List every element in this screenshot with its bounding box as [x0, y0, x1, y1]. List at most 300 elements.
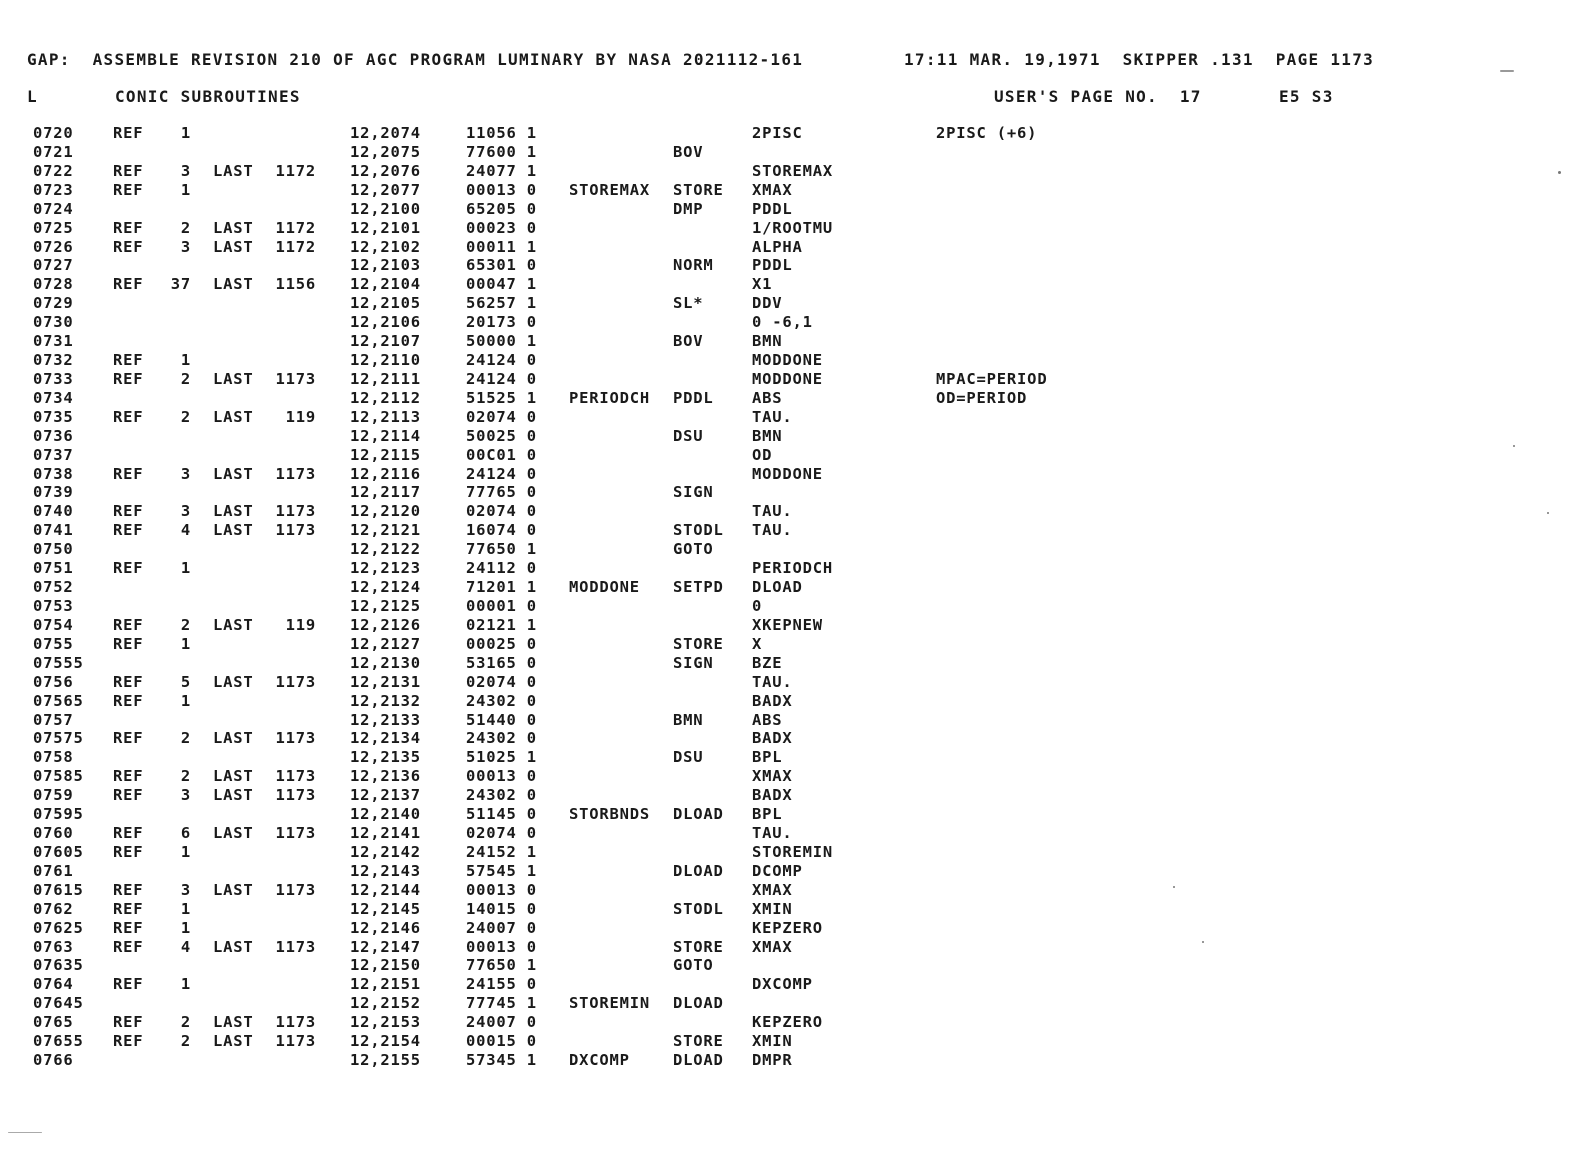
address: 12,2117 [350, 483, 421, 502]
ref-keyword: REF [113, 842, 144, 861]
operand: XMAX [752, 767, 793, 786]
sequence-number: 07625 [33, 918, 84, 937]
sequence-number: 0727 [33, 256, 74, 275]
ref-count: 3 [180, 161, 191, 180]
listing-row [0, 389, 1582, 408]
ref-count: 3 [180, 464, 191, 483]
opcode: GOTO [673, 540, 714, 559]
listing-row [0, 786, 1582, 805]
ref-keyword: REF [113, 1013, 144, 1032]
ref-count: 3 [180, 237, 191, 256]
listing-row [0, 200, 1582, 219]
operand: BADX [752, 691, 793, 710]
operand: KEPZERO [752, 1013, 823, 1032]
opcode: DSU [673, 426, 704, 445]
ref-count: 2 [180, 218, 191, 237]
octal-code: 24124 0 [466, 369, 537, 388]
sequence-number: 0740 [33, 502, 74, 521]
last-keyword: LAST [213, 502, 254, 521]
address: 12,2101 [350, 218, 421, 237]
listing-row [0, 427, 1582, 446]
ref-count: 1 [180, 975, 191, 994]
octal-code: 71201 1 [466, 578, 537, 597]
octal-code: 00023 0 [466, 218, 537, 237]
sequence-number: 0759 [33, 786, 74, 805]
listing-row [0, 483, 1582, 502]
octal-code: 00025 0 [466, 634, 537, 653]
sequence-number: 0752 [33, 578, 74, 597]
listing-row [0, 616, 1582, 635]
listing-row [0, 143, 1582, 162]
address: 12,2111 [350, 369, 421, 388]
operand: 0 -6,1 [752, 313, 813, 332]
ref-keyword: REF [113, 237, 144, 256]
ref-keyword: REF [113, 918, 144, 937]
ref-count: 2 [180, 1013, 191, 1032]
comment: MPAC=PERIOD [936, 369, 1048, 388]
address: 12,2102 [350, 237, 421, 256]
section-title: CONIC SUBROUTINES [115, 87, 301, 106]
address: 12,2106 [350, 313, 421, 332]
symbol-label: PERIODCH [569, 388, 651, 407]
ref-keyword: REF [113, 786, 144, 805]
listing-row [0, 408, 1582, 427]
tape-id: E5 S3 [1279, 87, 1334, 106]
listing-row [0, 975, 1582, 994]
last-keyword: LAST [213, 880, 254, 899]
address: 12,2142 [350, 842, 421, 861]
ref-keyword: REF [113, 672, 144, 691]
last-page: 1173 [275, 464, 316, 483]
octal-code: 24077 1 [466, 161, 537, 180]
operand: XMAX [752, 180, 793, 199]
address: 12,2133 [350, 710, 421, 729]
listing-row [0, 238, 1582, 257]
opcode: SIGN [673, 653, 714, 672]
octal-code: 11056 1 [466, 124, 537, 142]
octal-code: 24124 0 [466, 464, 537, 483]
sequence-number: 0737 [33, 445, 74, 464]
last-page: 1173 [275, 1032, 316, 1051]
operand: 0 [752, 597, 763, 615]
listing-row [0, 540, 1582, 559]
ref-keyword: REF [113, 369, 144, 388]
address: 12,2136 [350, 767, 421, 786]
sequence-number: 0732 [33, 351, 74, 370]
listing-row [0, 881, 1582, 900]
sequence-number: 0733 [33, 369, 74, 388]
address: 12,2131 [350, 672, 421, 691]
address: 12,2121 [350, 521, 421, 540]
sequence-number: 0723 [33, 180, 74, 199]
operand: DCOMP [752, 861, 803, 880]
operand: STOREMIN [752, 842, 834, 861]
address: 12,2122 [350, 540, 421, 559]
last-page: 1173 [275, 880, 316, 899]
sequence-number: 07565 [33, 691, 84, 710]
operand: BADX [752, 786, 793, 805]
last-keyword: LAST [213, 615, 254, 634]
ref-keyword: REF [113, 767, 144, 786]
sequence-number: 0720 [33, 124, 74, 142]
sequence-number: 0758 [33, 748, 74, 767]
address: 12,2146 [350, 918, 421, 937]
last-keyword: LAST [213, 464, 254, 483]
sequence-number: 07655 [33, 1032, 84, 1051]
operand: KEPZERO [752, 918, 823, 937]
address: 12,2100 [350, 199, 421, 218]
address: 12,2074 [350, 124, 421, 142]
ref-keyword: REF [113, 275, 144, 294]
address: 12,2112 [350, 388, 421, 407]
symbol-label: STORBNDS [569, 805, 651, 824]
last-page: 1173 [275, 521, 316, 540]
operand: XMAX [752, 937, 793, 956]
address: 12,2127 [350, 634, 421, 653]
listing-row [0, 767, 1582, 786]
last-keyword: LAST [213, 1032, 254, 1051]
listing-row [0, 994, 1582, 1013]
scan-speck [1513, 445, 1515, 447]
listing-row [0, 162, 1582, 181]
sequence-number: 0757 [33, 710, 74, 729]
operand: BZE [752, 653, 783, 672]
ref-count: 2 [180, 407, 191, 426]
listing-row [0, 862, 1582, 881]
listing-row [0, 597, 1582, 616]
opcode: BMN [673, 710, 704, 729]
assembly-title: GAP: ASSEMBLE REVISION 210 OF AGC PROGRAM LUMINARY BY NASA 2021112-161 [27, 50, 804, 69]
address: 12,2140 [350, 805, 421, 824]
octal-code: 65205 0 [466, 199, 537, 218]
scan-speck [8, 1132, 42, 1133]
operand: TAU. [752, 407, 793, 426]
address: 12,2137 [350, 786, 421, 805]
octal-code: 02121 1 [466, 615, 537, 634]
operand: 2PISC [752, 124, 803, 142]
ref-keyword: REF [113, 1032, 144, 1051]
listing-row [0, 1032, 1582, 1051]
ref-count: 1 [180, 842, 191, 861]
octal-code: 51440 0 [466, 710, 537, 729]
ref-count: 2 [180, 729, 191, 748]
octal-code: 00015 0 [466, 1032, 537, 1051]
octal-code: 00047 1 [466, 275, 537, 294]
operand: ABS [752, 710, 783, 729]
operand: 1/ROOTMU [752, 218, 834, 237]
last-page: 119 [285, 615, 316, 634]
octal-code: 57545 1 [466, 861, 537, 880]
ref-count: 3 [180, 880, 191, 899]
address: 12,2152 [350, 994, 421, 1013]
sequence-number: 0741 [33, 521, 74, 540]
octal-code: 77745 1 [466, 994, 537, 1013]
octal-code: 02074 0 [466, 824, 537, 843]
listing-row [0, 124, 1582, 143]
opcode: STODL [673, 521, 724, 540]
octal-code: 16074 0 [466, 521, 537, 540]
address: 12,2144 [350, 880, 421, 899]
scan-speck [1558, 171, 1561, 174]
sequence-number: 0763 [33, 937, 74, 956]
sequence-number: 0750 [33, 540, 74, 559]
ref-count: 37 [170, 275, 191, 294]
comment: OD=PERIOD [936, 388, 1028, 407]
address: 12,2151 [350, 975, 421, 994]
address: 12,2143 [350, 861, 421, 880]
operand: PERIODCH [752, 559, 834, 578]
run-timestamp: 17:11 MAR. 19,1971 SKIPPER .131 PAGE 1173 [904, 50, 1375, 69]
address: 12,2113 [350, 407, 421, 426]
listing-row [0, 578, 1582, 597]
last-page: 1172 [275, 161, 316, 180]
last-keyword: LAST [213, 1013, 254, 1032]
ref-count: 5 [180, 672, 191, 691]
opcode: BOV [673, 142, 704, 161]
listing-row [0, 275, 1582, 294]
last-keyword: LAST [213, 237, 254, 256]
ref-count: 1 [180, 899, 191, 918]
address: 12,2107 [350, 332, 421, 351]
address: 12,2154 [350, 1032, 421, 1051]
octal-code: 00013 0 [466, 880, 537, 899]
sequence-number: 07635 [33, 956, 84, 975]
opcode: STORE [673, 1032, 724, 1051]
operand: TAU. [752, 672, 793, 691]
octal-code: 02074 0 [466, 502, 537, 521]
opcode: STORE [673, 634, 724, 653]
ref-count: 6 [180, 824, 191, 843]
octal-code: 00013 0 [466, 767, 537, 786]
listing-row [0, 465, 1582, 484]
last-page: 1173 [275, 1013, 316, 1032]
octal-code: 00013 0 [466, 180, 537, 199]
sequence-number: 0734 [33, 388, 74, 407]
last-page: 1173 [275, 369, 316, 388]
opcode: DLOAD [673, 1051, 724, 1070]
octal-code: 51145 0 [466, 805, 537, 824]
sequence-number: 0755 [33, 634, 74, 653]
last-keyword: LAST [213, 275, 254, 294]
operand: XMIN [752, 899, 793, 918]
ref-count: 4 [180, 937, 191, 956]
octal-code: 00011 1 [466, 237, 537, 256]
sequence-number: 0738 [33, 464, 74, 483]
ref-keyword: REF [113, 880, 144, 899]
opcode: BOV [673, 332, 704, 351]
listing-row [0, 748, 1582, 767]
symbol-label: MODDONE [569, 578, 640, 597]
octal-code: 24007 0 [466, 1013, 537, 1032]
user-page-number: USER'S PAGE NO. 17 [994, 87, 1202, 106]
sequence-number: 0730 [33, 313, 74, 332]
sequence-number: 0751 [33, 559, 74, 578]
listing-row [0, 446, 1582, 465]
operand: DMPR [752, 1051, 793, 1070]
listing-row [0, 1051, 1582, 1070]
opcode: DSU [673, 748, 704, 767]
operand: XMIN [752, 1032, 793, 1051]
opcode: DLOAD [673, 805, 724, 824]
last-keyword: LAST [213, 729, 254, 748]
ref-count: 3 [180, 502, 191, 521]
ref-keyword: REF [113, 124, 144, 142]
address: 12,2105 [350, 294, 421, 313]
octal-code: 77650 1 [466, 540, 537, 559]
listing-row [0, 370, 1582, 389]
ref-count: 1 [180, 180, 191, 199]
opcode: SIGN [673, 483, 714, 502]
opcode: DLOAD [673, 861, 724, 880]
octal-code: 77765 0 [466, 483, 537, 502]
listing-row [0, 938, 1582, 957]
operand: STOREMAX [752, 161, 834, 180]
address: 12,2135 [350, 748, 421, 767]
sequence-number: 0765 [33, 1013, 74, 1032]
operand: DDV [752, 294, 783, 313]
last-page: 1173 [275, 767, 316, 786]
symbol-label: STOREMAX [569, 180, 651, 199]
ref-keyword: REF [113, 464, 144, 483]
address: 12,2076 [350, 161, 421, 180]
last-keyword: LAST [213, 218, 254, 237]
ref-keyword: REF [113, 218, 144, 237]
listing-row [0, 711, 1582, 730]
last-page: 1173 [275, 729, 316, 748]
last-page: 1156 [275, 275, 316, 294]
last-page: 1173 [275, 937, 316, 956]
ref-count: 1 [180, 124, 191, 142]
address: 12,2126 [350, 615, 421, 634]
last-keyword: LAST [213, 824, 254, 843]
sequence-number: 07615 [33, 880, 84, 899]
listing-row [0, 805, 1582, 824]
listing-row [0, 313, 1582, 332]
opcode: SL* [673, 294, 704, 313]
address: 12,2134 [350, 729, 421, 748]
sequence-number: 0731 [33, 332, 74, 351]
ref-keyword: REF [113, 521, 144, 540]
address: 12,2125 [350, 597, 421, 615]
last-keyword: LAST [213, 672, 254, 691]
last-page: 1173 [275, 502, 316, 521]
sequence-number: 0753 [33, 597, 74, 615]
octal-code: 20173 0 [466, 313, 537, 332]
operand: XMAX [752, 880, 793, 899]
ref-count: 4 [180, 521, 191, 540]
last-keyword: LAST [213, 767, 254, 786]
sequence-number: 0721 [33, 142, 74, 161]
sequence-number: 07585 [33, 767, 84, 786]
opcode: GOTO [673, 956, 714, 975]
last-keyword: LAST [213, 937, 254, 956]
ref-keyword: REF [113, 691, 144, 710]
opcode: NORM [673, 256, 714, 275]
ref-count: 2 [180, 615, 191, 634]
listing-row [0, 559, 1582, 578]
listing-row [0, 843, 1582, 862]
ref-keyword: REF [113, 975, 144, 994]
octal-code: 57345 1 [466, 1051, 537, 1070]
operand: BPL [752, 805, 783, 824]
listing-row [0, 1013, 1582, 1032]
sequence-number: 0756 [33, 672, 74, 691]
comment: 2PISC (+6) [936, 124, 1038, 142]
operand: PDDL [752, 199, 793, 218]
last-keyword: LAST [213, 407, 254, 426]
octal-code: 77650 1 [466, 956, 537, 975]
last-page: 119 [285, 407, 316, 426]
operand: ABS [752, 388, 783, 407]
listing-row [0, 919, 1582, 938]
address: 12,2110 [350, 351, 421, 370]
ref-keyword: REF [113, 634, 144, 653]
sequence-number: 0725 [33, 218, 74, 237]
opcode: STODL [673, 899, 724, 918]
scan-speck [1173, 886, 1175, 888]
sequence-number: 0761 [33, 861, 74, 880]
listing-row [0, 900, 1582, 919]
sequence-number: 07595 [33, 805, 84, 824]
last-page: 1173 [275, 672, 316, 691]
octal-code: 24302 0 [466, 786, 537, 805]
sequence-number: 07575 [33, 729, 84, 748]
octal-code: 00C01 0 [466, 445, 537, 464]
address: 12,2147 [350, 937, 421, 956]
ref-keyword: REF [113, 615, 144, 634]
ref-keyword: REF [113, 729, 144, 748]
address: 12,2124 [350, 578, 421, 597]
ref-keyword: REF [113, 824, 144, 843]
listing-row [0, 256, 1582, 275]
opcode: PDDL [673, 388, 714, 407]
listing-row [0, 521, 1582, 540]
listing-row [0, 351, 1582, 370]
sequence-number: 0736 [33, 426, 74, 445]
sequence-number: 0766 [33, 1051, 74, 1070]
ref-count: 1 [180, 634, 191, 653]
operand: BPL [752, 748, 783, 767]
address: 12,2155 [350, 1051, 421, 1070]
ref-count: 1 [180, 918, 191, 937]
listing-row [0, 502, 1582, 521]
sequence-number: 07605 [33, 842, 84, 861]
last-keyword: LAST [213, 786, 254, 805]
last-keyword: LAST [213, 521, 254, 540]
octal-code: 51525 1 [466, 388, 537, 407]
last-keyword: LAST [213, 161, 254, 180]
listing-row [0, 692, 1582, 711]
octal-code: 02074 0 [466, 672, 537, 691]
sequence-number: 07645 [33, 994, 84, 1013]
octal-code: 24007 0 [466, 918, 537, 937]
last-page: 1173 [275, 824, 316, 843]
operand: BMN [752, 332, 783, 351]
address: 12,2115 [350, 445, 421, 464]
sequence-number: 0722 [33, 161, 74, 180]
ref-count: 2 [180, 369, 191, 388]
address: 12,2132 [350, 691, 421, 710]
sequence-number: 0754 [33, 615, 74, 634]
opcode: DMP [673, 199, 704, 218]
ref-keyword: REF [113, 502, 144, 521]
listing-row [0, 635, 1582, 654]
scan-speck [1202, 941, 1204, 943]
sequence-number: 0739 [33, 483, 74, 502]
address: 12,2130 [350, 653, 421, 672]
operand: XKEPNEW [752, 615, 823, 634]
sequence-number: 07555 [33, 653, 84, 672]
